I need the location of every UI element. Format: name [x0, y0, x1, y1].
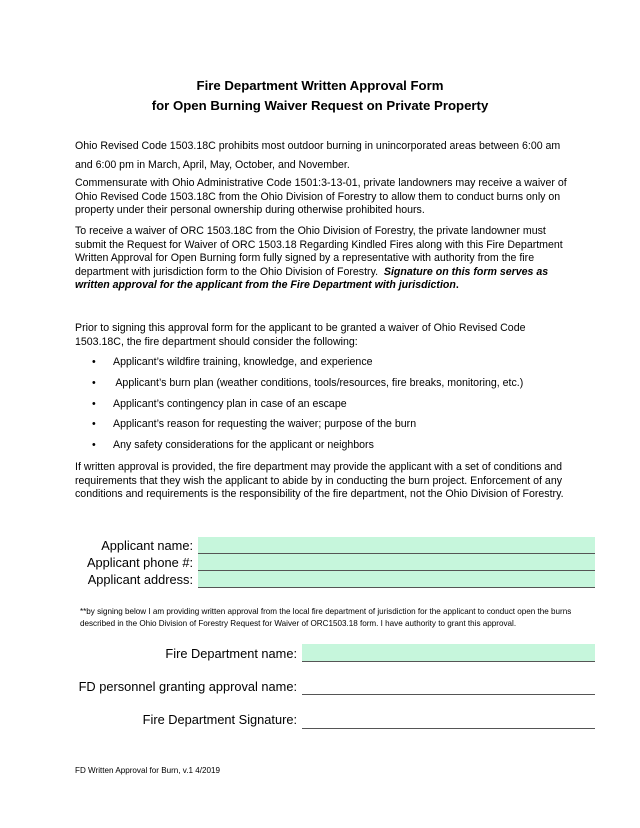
bullet-icon: •	[92, 356, 96, 368]
fd-personnel-field[interactable]	[302, 678, 595, 695]
fd-personnel-label: FD personnel granting approval name:	[78, 679, 297, 694]
footer-version: FD Written Approval for Burn, v.1 4/2019	[75, 766, 221, 775]
form-title-line-2: for Open Burning Waiver Request on Private Property	[151, 98, 489, 113]
intro-paragraph: Ohio Revised Code 1503.18C prohibits most outdoor burning in unincorporated areas between 6:00 am and 6:00 pm in March, April, May, October, and November.	[75, 140, 561, 171]
list-item-text: Applicant’s wildfire training, knowledge, and experience	[113, 356, 373, 368]
list-item	[92, 438, 523, 459]
form-title-line-1: Fire Department Written Approval Form	[196, 78, 444, 93]
fd-name-field[interactable]	[302, 644, 595, 662]
applicant-phone-field[interactable]	[198, 554, 595, 571]
fd-signature-label: Fire Department Signature:	[142, 712, 297, 727]
applicant-phone-label: Applicant phone #:	[86, 555, 193, 570]
applicant-address-field[interactable]	[198, 571, 595, 588]
consideration-list	[92, 355, 523, 459]
fd-signature-field[interactable]	[302, 711, 595, 729]
list-item-text: Applicant’s burn plan (weather conditions, tools/resources, fire breaks, monitoring, etc.)	[113, 376, 524, 389]
bullet-icon: •	[92, 418, 96, 431]
list-item	[92, 355, 523, 376]
applicant-name-label: Applicant name:	[101, 538, 193, 553]
list-item	[92, 417, 523, 438]
list-item	[92, 376, 523, 397]
waiver-paragraph-end: .	[455, 279, 459, 292]
waiver-paragraph	[75, 225, 567, 293]
applicant-address-label: Applicant address:	[87, 572, 193, 587]
conditions-paragraph: If written approval is provided, the fire department may provide the applicant with a set of conditions and requirements that they wish the applicant to abide by in conducting the burn project. Enforcement of any conditions and requirements is the responsibility of the fire department, not the Ohio Division of Forestry.	[75, 461, 564, 501]
list-item-text: Any safety considerations for the applicant or neighbors	[113, 439, 374, 452]
waiver-paragraph-text: To receive a waiver of ORC 1503.18C from the Ohio Division of Forestry, the private landowner must submit the Request for Waiver of ORC 1503.18 Regarding Kindled Fires along with this Fire Department Written Approval for Open Burning form fully signed by a representative with authority from the fire department with jurisdiction form to the Ohio Division of Forestry.	[75, 225, 563, 278]
bullet-icon: •	[92, 397, 96, 410]
approval-note: **by signing below I am providing written approval from the local fire department of jurisdiction for the applicant to conduct open the burns described in the Ohio Division of Forestry Request for Waiver of ORC1503.18 form. I have authority to grant this approval.	[80, 607, 572, 628]
list-item-text: Applicant’s reason for requesting the waiver; purpose of the burn	[113, 418, 417, 431]
list-item-text: Applicant’s contingency plan in case of an escape	[113, 397, 347, 410]
fd-name-label: Fire Department name:	[165, 646, 297, 661]
bullet-icon: •	[92, 439, 96, 452]
oac-paragraph: Commensurate with Ohio Administrative Code 1501:3-13-01, private landowners may receive a waiver of Ohio Revised Code 1503.18C from the Ohio Division of Forestry to allow them to conduct burns only on property under their personal ownership during otherwise prohibited hours.	[75, 177, 567, 217]
applicant-name-field[interactable]	[198, 537, 595, 554]
consider-paragraph: Prior to signing this approval form for the applicant to be granted a waiver of Ohio Revised Code 1503.18C, the fire department should consider the following:	[75, 322, 526, 348]
list-item	[92, 397, 523, 418]
bullet-icon: •	[92, 376, 96, 389]
signature-emphasis: Signature on this form serves as written approval for the applicant from the Fire Department with jurisdiction	[75, 265, 549, 292]
